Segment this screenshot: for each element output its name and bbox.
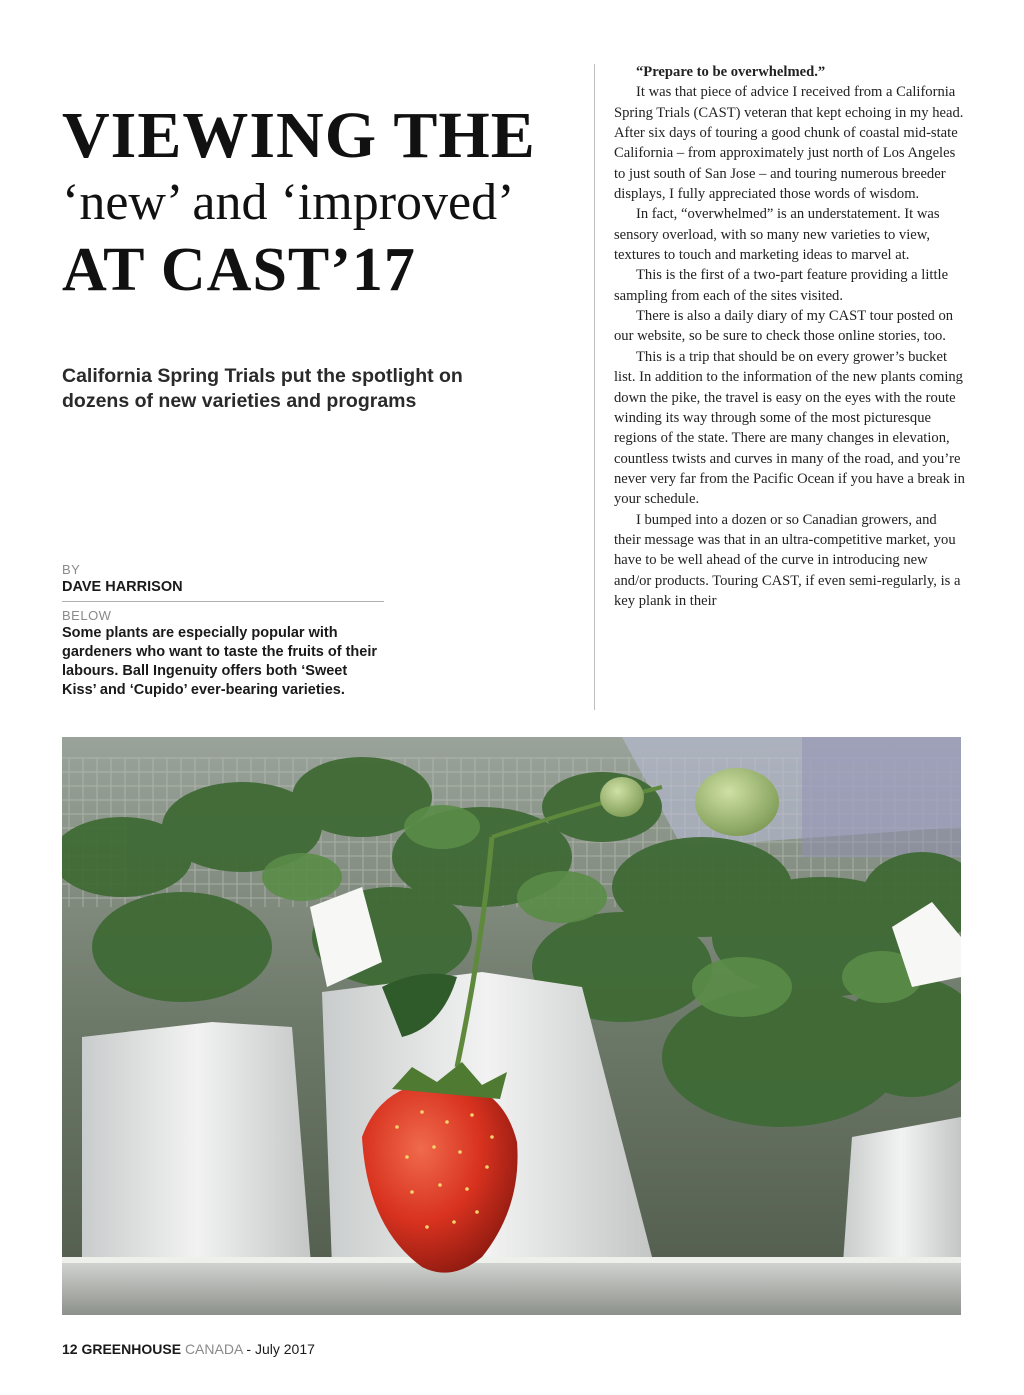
body-paragraph: In fact, “overwhelmed” is an understatement. It was sensory overload, with so many new varieties to view, textures to touch and marketing ideas to marvel at. [614, 206, 940, 264]
byline-label: BY [62, 562, 81, 577]
headline-line-3: AT CAST’17 [62, 236, 416, 304]
headline-line-2: ‘new’ and ‘improved’ [62, 174, 515, 231]
caption-label: BELOW [62, 608, 112, 623]
body-paragraph: This is the first of a two-part feature providing a little sampling from each of the sites visited. [614, 267, 949, 304]
author-name: DAVE HARRISON [62, 579, 183, 595]
issue-date: - July 2017 [246, 1341, 315, 1357]
strawberry-photo [62, 737, 961, 1315]
magazine-region: CANADA [184, 1341, 243, 1357]
byline-block [62, 562, 384, 700]
page-number: 12 [62, 1341, 78, 1357]
magazine-name: GREENHOUSE [81, 1341, 182, 1357]
body-paragraph: I bumped into a dozen or so Canadian growers, and their message was that in an ultra-competitive market, you have to be well ahead of the curve in introducing new and/or products. Touring CAST, if even semi-regularly, is a key plank in their [614, 511, 961, 609]
body-paragraph: It was that piece of advice I received from a California Spring Trials (CAST) veteran that kept echoing in my head. After six days of touring a good chunk of coastal mid-state California – from approximately just north of Los Angeles to just south of San Jose – and touring numerous breeder displays, I fully appreciated those words of wisdom. [614, 84, 964, 203]
page-footer [62, 1341, 315, 1357]
article-deck: California Spring Trials put the spotlight on dozens of new varieties and programs [62, 365, 463, 412]
byline-divider [62, 601, 384, 602]
body-paragraph-lead: “Prepare to be overwhelmed.” [636, 64, 826, 80]
headline [62, 100, 582, 306]
strawberry-photo-illustration [62, 737, 961, 1315]
article-body [614, 62, 966, 611]
body-paragraph: There is also a daily diary of my CAST tour posted on our website, so be sure to check those online stories, too. [614, 308, 954, 345]
column-divider [594, 64, 595, 710]
headline-line-1: VIEWING THE [62, 99, 536, 172]
body-paragraph: This is a trip that should be on every grower’s bucket list. In addition to the information of the new plants coming down the pike, the travel is easy on the eyes with the route winding its way through some of the most picturesque regions of the state. There are many changes in elevation, countless twists and curves in many of the road, and you’re never very far from the Pacific Ocean if you have a break in your schedule. [614, 348, 965, 508]
photo-caption: Some plants are especially popular with gardeners who want to taste the fruits of their labours. Ball Ingenuity offers both ‘Sweet Kiss’ and ‘Cupido’ ever-bearing varieties. [62, 625, 378, 698]
